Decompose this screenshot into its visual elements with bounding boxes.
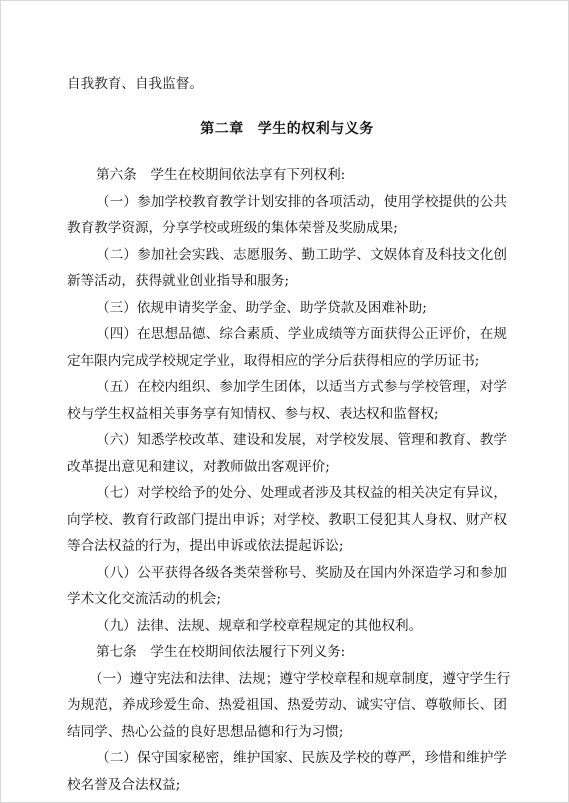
paragraph-line: 校与学生权益相关事务享有知情权、参与权、表达权和监督权; [67, 405, 439, 422]
paragraph-line: （二）参加社会实践、志愿服务、勤工助学、文娱体育及科技文化创 [96, 246, 507, 263]
paragraph-line: （二）保守国家秘密，维护国家、民族及学校的尊严，珍惜和维护学 [96, 750, 507, 766]
article-6-item-8 [67, 560, 507, 613]
paragraph-line: （一）参加学校教育教学计划安排的各项活动，使用学校提供的公共 [96, 193, 507, 210]
article-6-item-6 [67, 427, 507, 480]
paragraph-line: （五）在校内组织、参加学生团体，以适当方式参与学校管理，对学 [96, 379, 507, 395]
paragraph-line: （八）公平获得各级各类荣誉称号、奖励及在国内外深造学习和参加 [96, 564, 507, 581]
article-6-intro: 第六条 学生在校期间依法享有下列权利: [96, 167, 346, 183]
article-7-item-2 [67, 745, 507, 798]
paragraph-line: 结同学、热心公益的良好思想品德和行为习惯; [67, 723, 344, 740]
paragraph-line: （三）依规申请奖学金、助学金、助学贷款及困难补助; [96, 299, 427, 316]
article-7-intro: 第七条 学生在校期间依法履行下列义务: [96, 644, 346, 660]
article-6-item-7 [67, 480, 507, 560]
article-6-item-9 [67, 613, 507, 640]
paragraph-line: 新等活动，获得就业创业指导和服务; [67, 273, 290, 289]
paragraph-line: 等合法权益的行为，提出申诉或依法提起诉讼; [67, 538, 344, 554]
paragraph-line: （六）知悉学校改革、建设和发展，对学校发展、管理和教育、教学 [96, 432, 507, 448]
chapter-heading [67, 116, 507, 143]
paragraph-line: 教育教学资源，分享学校或班级的集体荣誉及奖励成果; [67, 220, 398, 236]
article-6-item-1 [67, 189, 507, 242]
article-7-item-1 [67, 666, 511, 746]
paragraph-line: 学术文化交流活动的机会; [67, 591, 222, 607]
paragraph-line: 定年限内完成学校规定学业，取得相应的学分后获得相应的学历证书; [67, 352, 480, 369]
chapter-number: 第二章 [200, 120, 244, 137]
paragraph-line: （四）在思想品德、综合素质、学业成绩等方面获得公正评价，在规 [96, 326, 507, 342]
previous-paragraph-tail: 自我教育、自我监督。 [67, 76, 203, 92]
article-6-item-3 [67, 295, 507, 322]
article-6-item-2 [67, 242, 507, 295]
paragraph-line: 为规范，养成珍爱生命、热爱祖国、热爱劳动、诚实守信、尊敬师长、团 [67, 697, 507, 713]
paragraph-line: （九）法律、法规、规章和学校章程规定的其他权利。 [96, 617, 423, 634]
article-6-item-5 [67, 374, 507, 427]
paragraph-line: 改革提出意见和建议，对教师做出客观评价; [67, 458, 330, 475]
chapter-title: 学生的权利与义务 [257, 120, 374, 137]
paragraph-line: 向学校、教育行政部门提出申诉；对学校、教职工侵犯其人身权、财产权 [67, 511, 507, 528]
paragraph-line: （七）对学校给予的处分、处理或者涉及其权益的相关决定有异议， [96, 485, 507, 501]
article-6-item-4 [67, 321, 507, 374]
paragraph-line: 校名誉及合法权益; [67, 776, 181, 793]
paragraph-line: （一）遵守宪法和法律、法规；遵守学校章程和规章制度，遵守学生行 [89, 670, 511, 687]
document-body [67, 71, 511, 798]
